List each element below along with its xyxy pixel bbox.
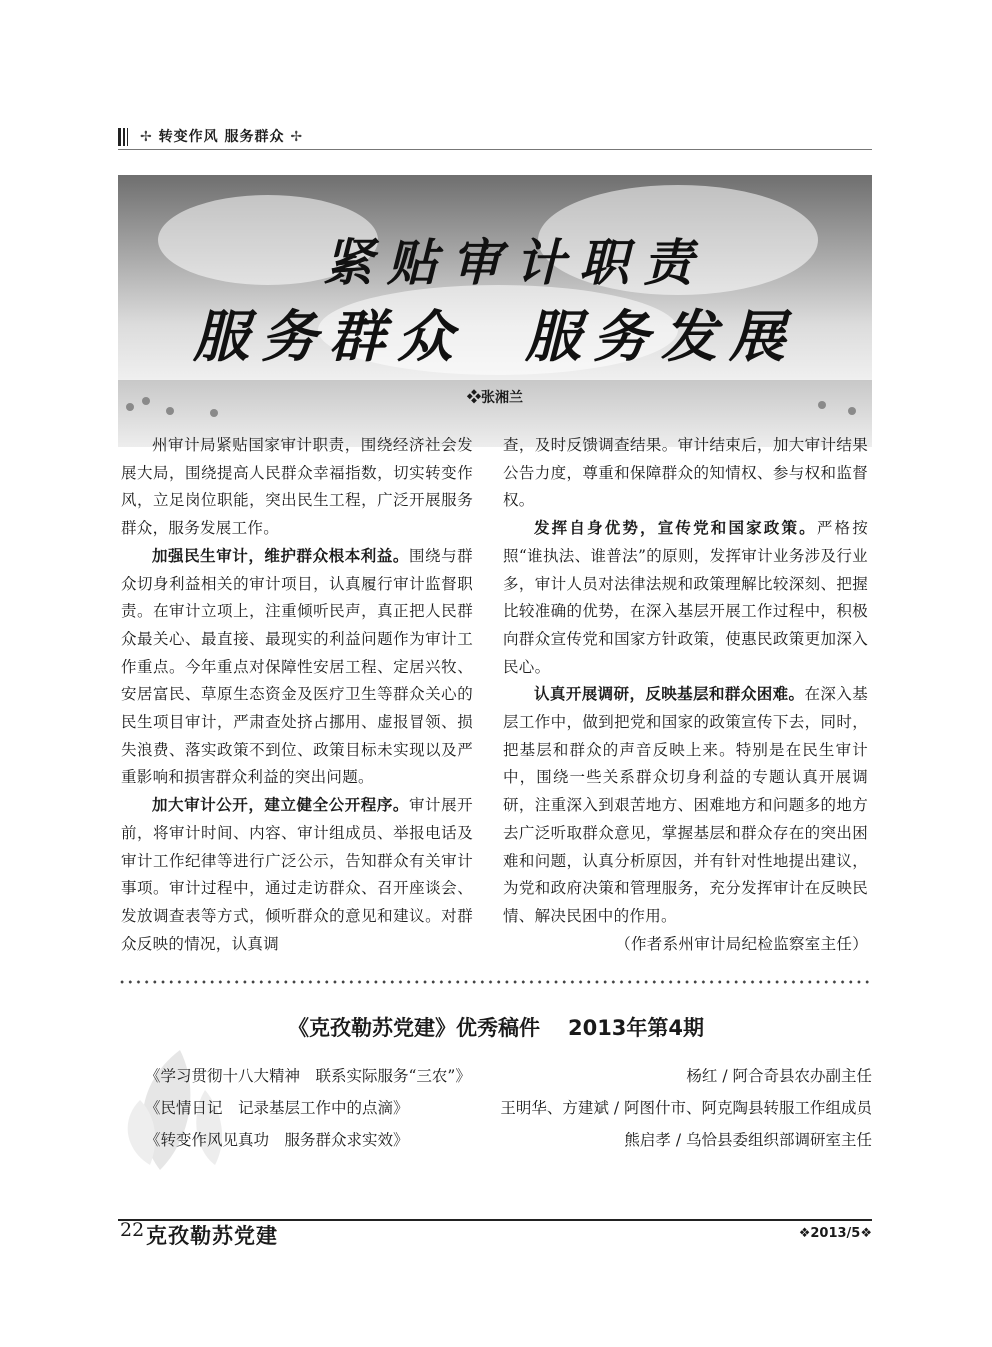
flower-icon bbox=[848, 407, 856, 415]
recommendations-title bbox=[0, 1012, 992, 1042]
intro-paragraph: 州审计局紧贴国家审计职责，围绕经济社会发展大局，围绕提高人民群众幸福指数，切实转变作风，立足岗位职能，突出民生工程，广泛开展服务群众，服务发展工作。 bbox=[121, 436, 473, 538]
recommendation-item bbox=[145, 1128, 872, 1154]
section-body: 严格按照“谁执法、谁普法”的原则，发挥审计业务涉及行业多，审计人员对法律法规和政策理解比较深刻、把握比较准确的优势，在深入基层开展工作过程中，积极向群众宣传党和国家方针政策，使惠民政策更加深入民心。 bbox=[503, 519, 868, 676]
article-title-line1: 紧贴审计职责 bbox=[323, 233, 707, 292]
ornament-icon: ✢ bbox=[140, 129, 153, 145]
section-lead: 认真开展调研，反映基层和群众困难。 bbox=[534, 685, 805, 704]
author-note: （作者系州审计局纪检监察室主任） bbox=[615, 934, 868, 953]
recommendation-item bbox=[145, 1064, 872, 1090]
section-paragraph bbox=[121, 543, 473, 792]
recommendations-title-a: 《克孜勒苏党建》优秀稿件 bbox=[287, 1016, 540, 1040]
section-paragraph bbox=[503, 515, 868, 681]
magazine-name: 克孜勒苏党建 bbox=[146, 1223, 278, 1248]
title-part-a: 服务群众 bbox=[193, 304, 465, 370]
title-banner bbox=[118, 175, 872, 447]
section-lead: 发挥自身优势，宣传党和国家政策。 bbox=[534, 519, 817, 538]
section-continuation: 查，及时反馈调查结果。审计结束后，加大审计结果公告力度，尊重和保障群众的知情权、参与权和监督权。 bbox=[503, 436, 868, 510]
page-number: 22 bbox=[120, 1219, 145, 1241]
section-lead: 加强民生审计，维护群众根本利益。 bbox=[152, 546, 409, 565]
column-name bbox=[140, 126, 303, 146]
article-column-right bbox=[503, 432, 868, 958]
header-bars-icon bbox=[118, 128, 134, 146]
recommendation-item bbox=[145, 1096, 872, 1122]
column-header bbox=[118, 125, 872, 150]
recommendation-title: 《转变作风见真功 服务群众求实效》 bbox=[145, 1131, 409, 1149]
title-part-b: 服务发展 bbox=[525, 304, 797, 370]
section-body: 审计展开前，将审计时间、内容、审计组成员、举报电话及审计工作纪律等进行广泛公示，告知群众有关审计事项。审计过程中，通过走访群众、召开座谈会、发放调查表等方式，倾听群众的意见和建议。对群众反映的情况，认真调 bbox=[121, 796, 473, 953]
author-name: 张湘兰 bbox=[481, 390, 523, 406]
flower-icon bbox=[166, 407, 174, 415]
recommendation-title: 《民情日记 记录基层工作中的点滴》 bbox=[145, 1099, 409, 1117]
section-body: 在深入基层工作中，做到把党和国家的政策宣传下去，同时，把基层和群众的声音反映上来。特别是在民生审计中，围绕一些关系群众切身利益的专题认真开展调研，注重深入到艰苦地方、困难地方和问题多的地方去广泛听取群众意见，掌握基层和群众存在的突出困难和问题，认真分析原因，并有针对性地提出建议，为党和政府决策和管理服务，充分发挥审计在反映民情、解决民困中的作用。 bbox=[503, 685, 868, 925]
issue-label: ❖2013/5❖ bbox=[798, 1226, 872, 1241]
recommendation-author: 熊启孝 / 乌恰县委组织部调研室主任 bbox=[624, 1131, 872, 1149]
recommendation-author: 王明华、方建斌 / 阿图什市、阿克陶县转服工作组成员 bbox=[500, 1099, 872, 1117]
section-lead: 加大审计公开，建立健全公开程序。 bbox=[152, 796, 409, 815]
section-paragraph bbox=[121, 792, 473, 958]
section-body: 围绕与群众切身利益相关的审计项目，认真履行审计监督职责。在审计立项上，注重倾听民声，真正把人民群众最关心、最直接、最现实的利益问题作为审计工作重点。今年重点对保障性安居工程、定居兴牧、安居富民、草原生态资金及医疗卫生等群众关心的民生项目审计，严肃查处挤占挪用、虚报冒领、损失浪费、落实政策不到位、政策目标未实现以及严重影响和损害群众利益的突出问题。 bbox=[121, 546, 473, 787]
recommendation-author: 杨红 / 阿合奇县农办副主任 bbox=[686, 1067, 872, 1085]
byline bbox=[118, 387, 872, 407]
article-title-line2 bbox=[118, 293, 872, 373]
recommendations-title-b: 2013年第4期 bbox=[567, 1016, 705, 1040]
recommendation-title: 《学习贯彻十八大精神 联系实际服务“三农”》 bbox=[145, 1067, 471, 1085]
section-paragraph bbox=[503, 681, 868, 930]
ornament-icon: ✢ bbox=[290, 129, 304, 145]
byline-marker-icon: ❖ bbox=[467, 390, 481, 406]
flower-icon bbox=[210, 409, 218, 417]
article-column-left bbox=[121, 432, 473, 958]
column-title: 转变作风 服务群众 bbox=[158, 129, 285, 145]
dotted-divider bbox=[118, 978, 872, 986]
